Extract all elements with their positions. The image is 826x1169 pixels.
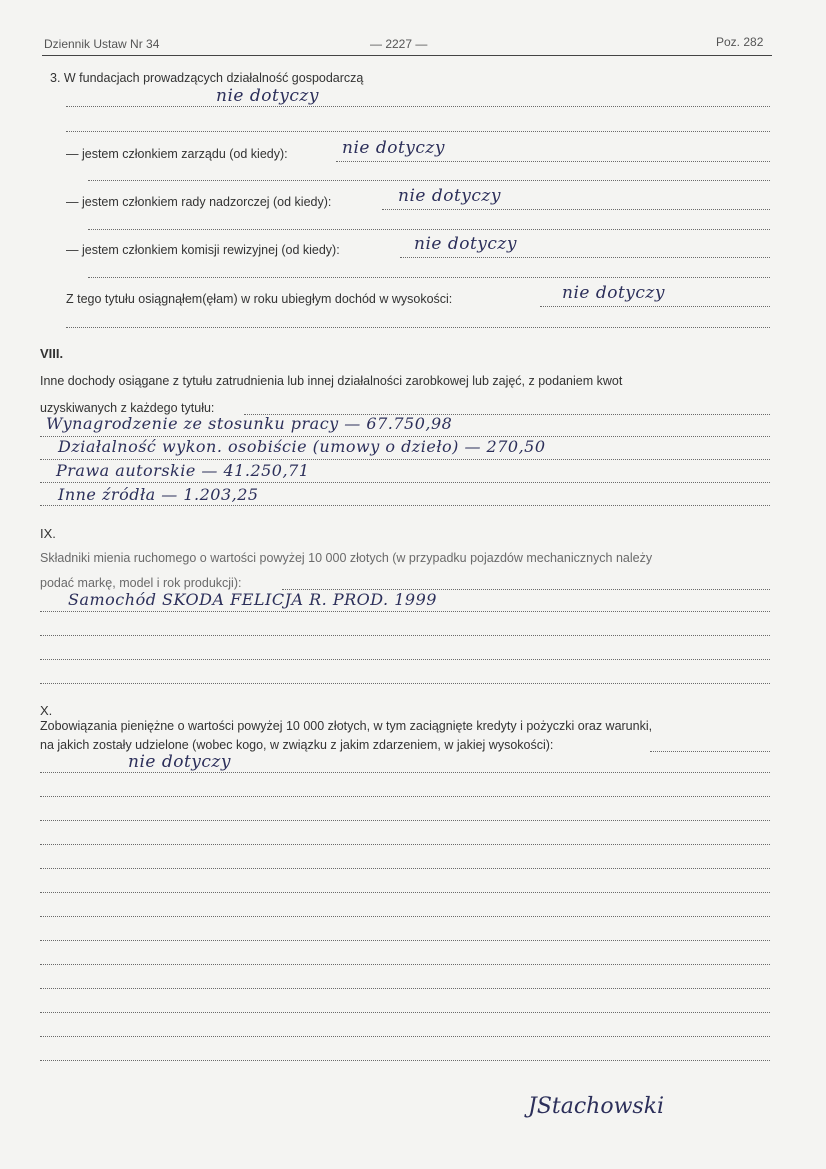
dotted-line (540, 306, 770, 307)
dotted-line (382, 209, 770, 210)
dotted-line (40, 459, 770, 460)
dotted-line (40, 611, 770, 612)
income-entry: Inne źródła — 1.203,25 (58, 485, 259, 504)
dotted-line (40, 1036, 770, 1037)
dotted-line (40, 988, 770, 989)
income-entry: Wynagrodzenie ze stosunku pracy — 67.750,98 (46, 414, 453, 433)
rada-label: — jestem członkiem rady nadzorczej (od kiedy): (66, 195, 332, 209)
rada-answer: nie dotyczy (398, 186, 501, 206)
dotted-line (88, 229, 770, 230)
dotted-line (66, 131, 770, 132)
dotted-line (40, 683, 770, 684)
zarzad-answer: nie dotyczy (342, 138, 445, 158)
dotted-line (400, 257, 770, 258)
dotted-line (40, 772, 770, 773)
section-ix-line-2: podać markę, model i rok produkcji): (40, 576, 242, 590)
income-entry: Działalność wykon. osobiście (umowy o dzieło) — 270,50 (58, 437, 546, 456)
section-ix-heading: IX. (40, 526, 56, 541)
signature: JStachowski (528, 1094, 665, 1119)
dotted-line (336, 161, 770, 162)
section-viii-line-2: uzyskiwanych z każdego tytułu: (40, 401, 215, 415)
dotted-line (40, 964, 770, 965)
dotted-line (40, 482, 770, 483)
item-3-label: 3. W fundacjach prowadzących działalność gospodarczą (50, 71, 364, 85)
dotted-line (40, 916, 770, 917)
section-x-line-1: Zobowiązania pieniężne o wartości powyżej 10 000 złotych, w tym zaciągnięte kredyty i pożyczki oraz warunki, (40, 719, 653, 733)
section-ix-line-1: Składniki mienia ruchomego o wartości powyżej 10 000 złotych (w przypadku pojazdów mechanicznych należy (40, 551, 653, 565)
dotted-line (66, 106, 770, 107)
income-entry: Prawa autorskie — 41.250,71 (56, 461, 310, 480)
dotted-line (88, 180, 770, 181)
journal-title: Dziennik Ustaw Nr 34 (44, 37, 160, 51)
liabilities-entry: nie dotyczy (128, 752, 231, 772)
dochod-label: Z tego tytułu osiągnąłem(ęłam) w roku ubiegłym dochód w wysokości: (66, 292, 453, 306)
komisja-label: — jestem członkiem komisji rewizyjnej (od kiedy): (66, 243, 340, 257)
section-viii-line-1: Inne dochody osiągane z tytułu zatrudnienia lub innej działalności zarobkowej lub zajęć, z podaniem kwot (40, 374, 623, 388)
dotted-line (40, 1012, 770, 1013)
zarzad-label: — jestem członkiem zarządu (od kiedy): (66, 147, 288, 161)
section-x-heading: X. (40, 703, 53, 718)
dotted-line (40, 505, 770, 506)
dotted-line (40, 659, 770, 660)
dotted-line (40, 820, 770, 821)
dochod-answer: nie dotyczy (562, 283, 665, 303)
section-viii-description (40, 374, 780, 388)
dotted-line (40, 940, 770, 941)
dotted-line (650, 751, 770, 752)
dotted-line (66, 327, 770, 328)
section-viii-heading: VIII. (40, 346, 64, 361)
dotted-line (40, 1060, 770, 1061)
page-number: — 2227 — (370, 37, 428, 51)
komisja-answer: nie dotyczy (414, 234, 517, 254)
dotted-line (88, 277, 770, 278)
header-rule (42, 55, 772, 56)
dotted-line (40, 796, 770, 797)
dotted-line (40, 892, 770, 893)
vehicle-entry: Samochód SKODA FELICJA R. PROD. 1999 (68, 590, 437, 609)
dotted-line (40, 635, 770, 636)
dotted-line (40, 844, 770, 845)
section-x-line-2: na jakich zostały udzielone (wobec kogo, w związku z jakim zdarzeniem, w jakiej wysokości): (40, 738, 554, 752)
dotted-line (40, 868, 770, 869)
position-number: Poz. 282 (716, 35, 764, 49)
item-3-answer: nie dotyczy (216, 86, 319, 106)
